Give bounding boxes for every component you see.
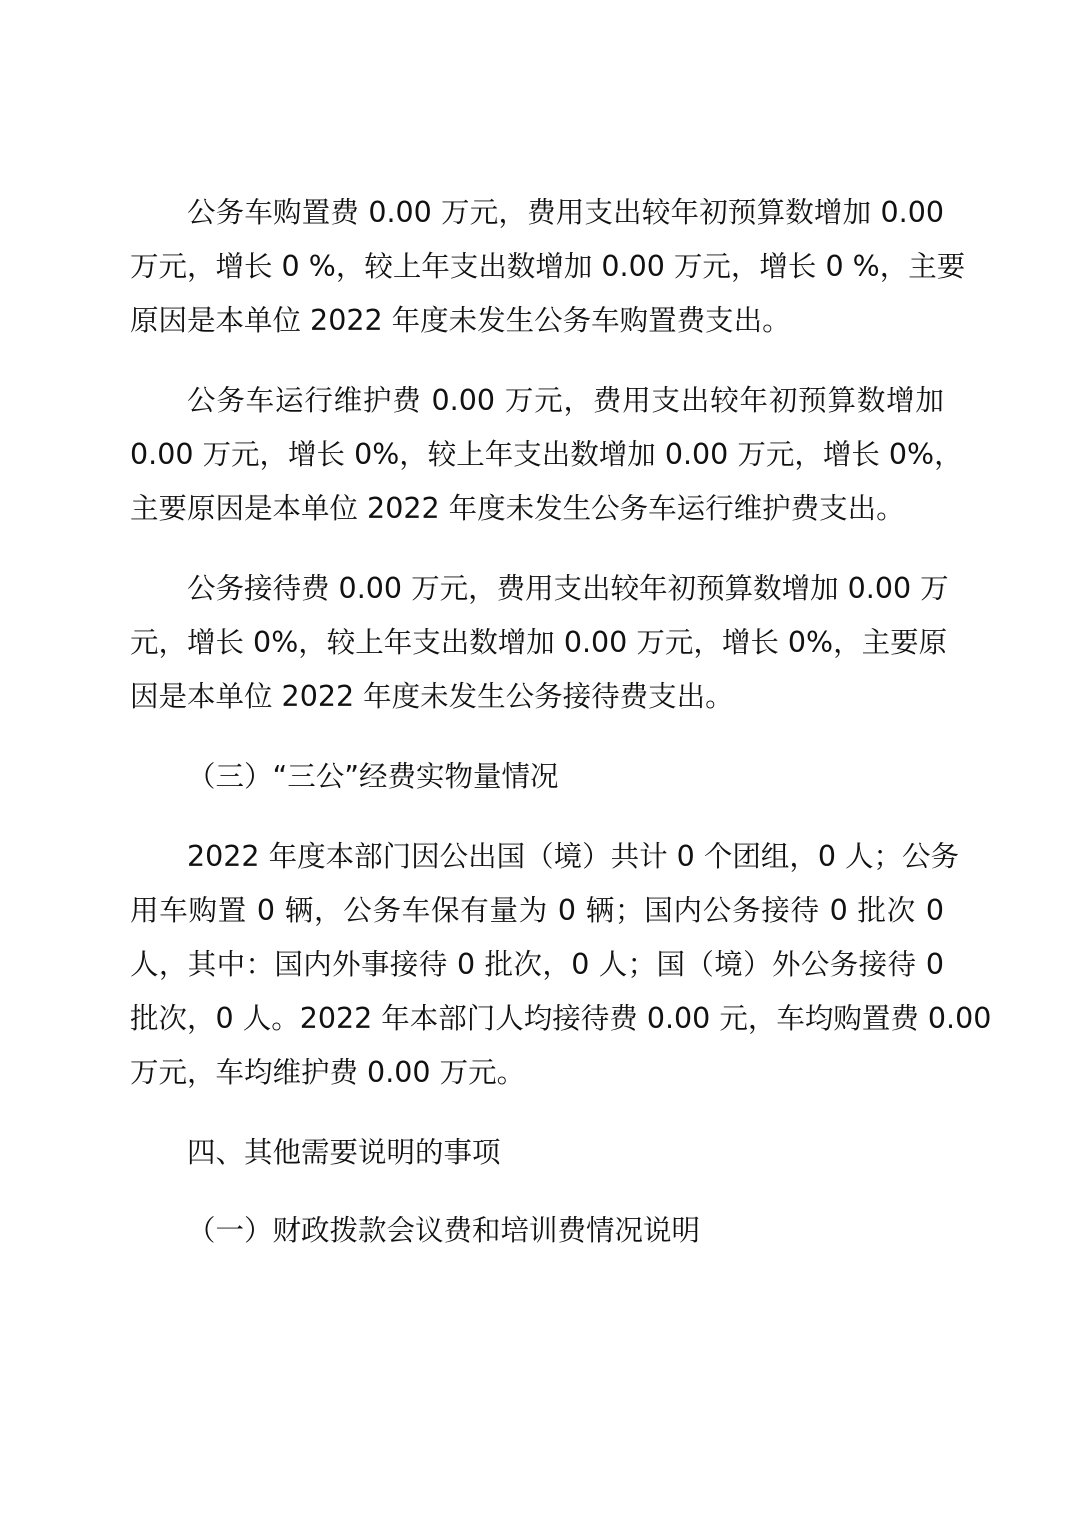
paragraph-vehicle-purchase-line-2: 万元，增长 0 %，较上年支出数增加 0.00 万元，增长 0 %，主要: [130, 250, 966, 283]
paragraph-vehicle-purchase-line-3: 原因是本单位 2022 年度未发生公务车购置费支出。: [130, 304, 791, 337]
subsection-heading-meeting-training: （一）财政拨款会议费和培训费情况说明: [187, 1214, 701, 1247]
paragraph-vehicle-maintenance-line-2: 0.00 万元，增长 0%，较上年支出数增加 0.00 万元，增长 0%，: [130, 438, 963, 471]
paragraph-reception-line-1: 公务接待费 0.00 万元，费用支出较年初预算数增加 0.00 万: [187, 572, 949, 605]
section-heading-other-matters: 四、其他需要说明的事项: [187, 1136, 501, 1169]
paragraph-physical-quantity-line-4: 批次，0 人。2022 年本部门人均接待费 0.00 元，车均购置费 0.00: [130, 1002, 992, 1035]
section-heading-physical-quantity: （三）“三公”经费实物量情况: [187, 760, 559, 793]
paragraph-vehicle-purchase-line-1: 公务车购置费 0.00 万元，费用支出较年初预算数增加 0.00: [187, 196, 944, 229]
paragraph-physical-quantity-line-1: 2022 年度本部门因公出国（境）共计 0 个团组，0 人；公务: [187, 840, 960, 873]
paragraph-vehicle-maintenance-line-1: 公务车运行维护费 0.00 万元，费用支出较年初预算数增加: [187, 384, 944, 417]
paragraph-physical-quantity-line-2: 用车购置 0 辆，公务车保有量为 0 辆；国内公务接待 0 批次 0: [130, 894, 944, 927]
paragraph-vehicle-maintenance-line-3: 主要原因是本单位 2022 年度未发生公务车运行维护费支出。: [130, 492, 905, 525]
paragraph-reception-line-2: 元，增长 0%，较上年支出数增加 0.00 万元，增长 0%，主要原: [130, 626, 948, 659]
paragraph-physical-quantity-line-5: 万元，车均维护费 0.00 万元。: [130, 1056, 526, 1089]
paragraph-physical-quantity-line-3: 人，其中：国内外事接待 0 批次，0 人；国（境）外公务接待 0: [130, 948, 944, 981]
paragraph-reception-line-3: 因是本单位 2022 年度未发生公务接待费支出。: [130, 680, 734, 713]
